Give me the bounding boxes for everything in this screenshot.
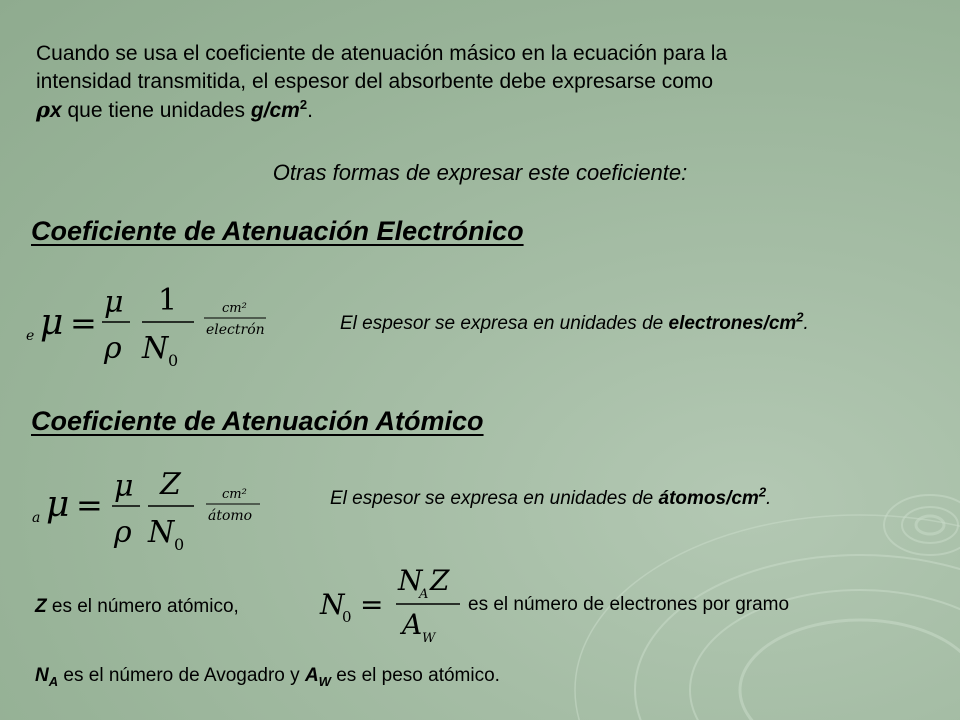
formula2-equals: = bbox=[76, 486, 103, 524]
intro-mid-text: que tiene unidades bbox=[61, 99, 251, 122]
formula1-mu: μ bbox=[40, 302, 64, 343]
subtitle: Otras formas de expresar este coeficiente: bbox=[272, 160, 688, 185]
n0-definition: es el número de electrones por gramo bbox=[468, 594, 790, 615]
formula2-num1: μ bbox=[114, 469, 134, 504]
formula2-num2: Z bbox=[160, 467, 181, 502]
n0-den-a-sub: W bbox=[422, 631, 436, 646]
section2-title: Coeficiente de Atenuación Atómico bbox=[31, 406, 484, 436]
intro-end: . bbox=[307, 99, 313, 122]
electronic-coefficient-formula bbox=[22, 274, 272, 374]
n0-equals: = bbox=[360, 588, 384, 621]
formula1-unit-den: electrón bbox=[206, 322, 265, 338]
formula2-prefix: a bbox=[32, 510, 41, 526]
section2-note-unit: átomos/cm bbox=[658, 488, 759, 509]
atomic-coefficient-formula bbox=[22, 464, 272, 564]
section1-note-unit: electrones/cm bbox=[668, 313, 797, 334]
n0-lhs: N bbox=[320, 588, 345, 621]
z-definition bbox=[35, 596, 239, 618]
na-subscript: A bbox=[48, 673, 59, 689]
intro-line-2: intensidad transmitida, el espesor del absorbente debe expresarse como bbox=[36, 70, 714, 93]
formula2-den2-sub: 0 bbox=[174, 535, 185, 554]
n0-den-a: A bbox=[402, 608, 423, 641]
z-definition-text: es el número atómico, bbox=[46, 596, 239, 617]
n0-num-n-sub: A bbox=[419, 587, 429, 602]
aw-symbol: A bbox=[304, 665, 319, 686]
formula2-den1: ρ bbox=[114, 515, 132, 550]
na-definition-text: es el número de Avogadro y bbox=[58, 665, 305, 686]
n0-formula bbox=[318, 560, 468, 646]
na-aw-definition bbox=[35, 665, 500, 687]
section1-note-end: . bbox=[803, 313, 809, 334]
aw-subscript: W bbox=[318, 673, 331, 689]
formula1-den1: ρ bbox=[104, 331, 122, 366]
n0-lhs-sub: 0 bbox=[342, 608, 352, 626]
formula1-equals: = bbox=[70, 304, 97, 342]
section1-title: Coeficiente de Atenuación Electrónico bbox=[31, 216, 524, 246]
na-symbol: N bbox=[35, 665, 49, 686]
intro-line-3 bbox=[36, 96, 916, 125]
intro-paragraph bbox=[36, 40, 916, 125]
section2-note-end: . bbox=[766, 488, 772, 509]
z-symbol: Z bbox=[35, 596, 47, 617]
formula1-unit-num: cm² bbox=[222, 301, 247, 316]
unit-exponent: 2 bbox=[299, 97, 308, 112]
formula2-unit-den: átomo bbox=[208, 508, 253, 524]
section2-note bbox=[330, 484, 772, 510]
section2-note-exp: 2 bbox=[758, 484, 767, 500]
formula2-unit-num: cm² bbox=[222, 487, 247, 502]
formula1-prefix: e bbox=[26, 328, 35, 344]
formula2-mu: μ bbox=[46, 484, 70, 525]
formula1-den2: N bbox=[142, 331, 169, 366]
section2-note-text: El espesor se expresa en unidades de bbox=[330, 488, 659, 509]
formula2-den2: N bbox=[148, 515, 175, 550]
formula1-num2: 1 bbox=[158, 283, 178, 318]
formula1-den2-sub: 0 bbox=[168, 351, 179, 370]
rho-symbol: ρ bbox=[36, 97, 50, 122]
section1-note bbox=[340, 309, 809, 335]
unit-text: g/cm bbox=[250, 99, 300, 122]
n0-num-n: N bbox=[398, 564, 423, 597]
n0-num-z: Z bbox=[430, 564, 450, 597]
intro-line-1: Cuando se usa el coeficiente de atenuación másico en la ecuación para la bbox=[36, 42, 728, 65]
section1-note-text: El espesor se expresa en unidades de bbox=[340, 313, 669, 334]
section1-note-exp: 2 bbox=[796, 309, 804, 325]
x-symbol: x bbox=[49, 99, 62, 122]
formula1-num1: μ bbox=[104, 285, 124, 320]
aw-definition-text: es el peso atómico. bbox=[330, 665, 500, 686]
